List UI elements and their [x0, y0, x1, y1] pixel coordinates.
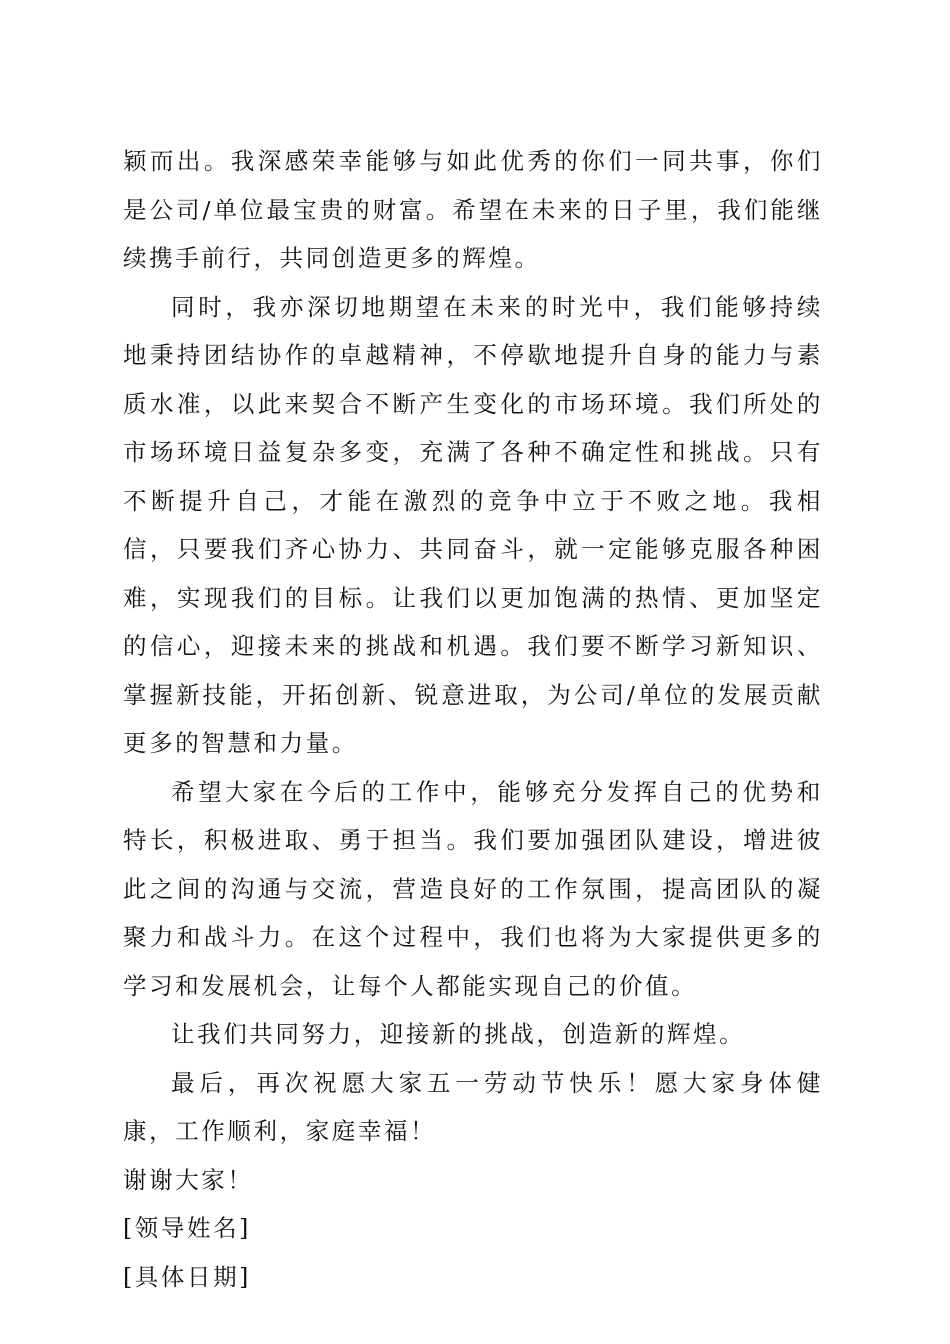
paragraph: 让我们共同努力，迎接新的挑战，创造新的辉煌。: [171, 1020, 746, 1048]
document-body: [123, 137, 823, 1301]
signature-date: [具体日期]: [123, 1262, 251, 1291]
paragraph-continuation: 颖而出。我深感荣幸能够与如此优秀的你们一同共事，你们是公司/单位最宝贵的财富。希望在未来的日子里，我们能继续携手前行，共同创造更多的辉煌。: [123, 147, 823, 272]
paragraph: 同时，我亦深切地期望在未来的时光中，我们能够持续地秉持团结协作的卓越精神，不停歇地提升自身的能力与素质水准，以此来契合不断产生变化的市场环境。我们所处的市场环境日益复杂多变，充满了各种不确定性和挑战。只有不断提升自己，才能在激烈的竞争中立于不败之地。我相信，只要我们齐心协力、共同奋斗，就一定能够克服各种困难，实现我们的目标。让我们以更加饱满的热情、更加坚定的信心，迎接未来的挑战和机遇。我们要不断学习新知识、掌握新技能，开拓创新、锐意进取，为公司/单位的发展贡献更多的智慧和力量。: [123, 292, 823, 757]
closing-line: 谢谢大家！: [123, 1165, 254, 1194]
signature-name: [领导姓名]: [123, 1214, 251, 1242]
paragraph: 希望大家在今后的工作中，能够充分发挥自己的优势和特长，积极进取、勇于担当。我们要加强团队建设，增进彼此之间的沟通与交流，营造良好的工作氛围，提高团队的凝聚力和战斗力。在这个过程中，我们也将为大家提供更多的学习和发展机会，让每个人都能实现自己的价值。: [123, 777, 823, 1000]
paragraph: 最后，再次祝愿大家五一劳动节快乐！愿大家身体健康，工作顺利，家庭幸福！: [123, 1068, 823, 1145]
